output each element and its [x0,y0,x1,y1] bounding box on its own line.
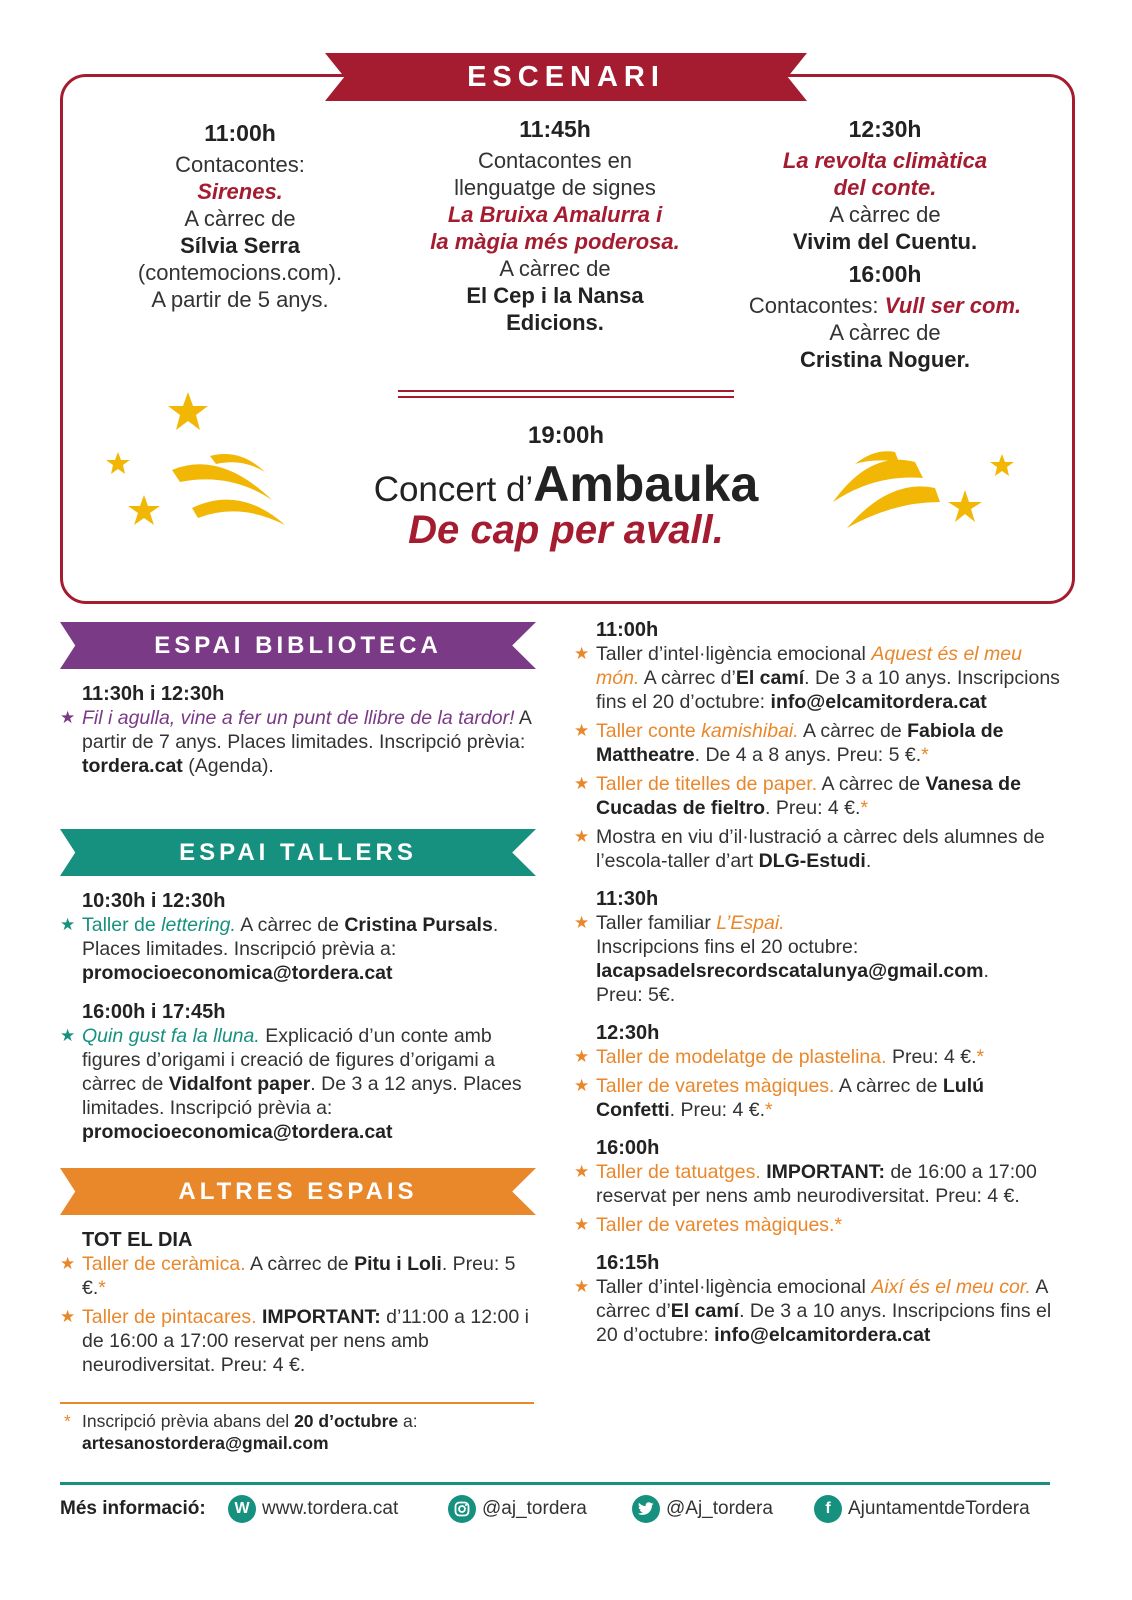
footer-twitter[interactable] [632,1493,773,1525]
right-column [574,618,1064,1347]
twitter-icon [632,1495,660,1523]
event-performer: El Cep i la Nansa [466,283,644,308]
item-desc: . Places limitades. Inscripció prèvia a: [82,914,499,960]
star-icon: ★ [574,827,590,846]
item-by: A càrrec d’ [643,667,736,689]
biblioteca-banner [60,622,536,669]
block-time: 11:30h i 12:30h [82,683,225,705]
item-name: Lulú Confetti [596,1075,985,1121]
altres-block [60,1228,534,1377]
tallers-title: ESPAI TALLERS [179,838,417,866]
star-icon: ★ [60,1307,76,1326]
tallers-banner [60,829,536,876]
block-time: 16:00h [596,1137,660,1159]
item-title-it: Així és el meu cor. [871,1276,1031,1298]
biblioteca-block [60,682,534,778]
star-icon: ★ [60,1254,76,1273]
list-item [574,825,1064,873]
item-title-it: lettering. [161,914,236,936]
event-title-2: la màgia més poderosa. [430,229,680,254]
item-dot: . [865,850,872,872]
item-by: A càrrec de [838,1075,938,1097]
event-by: A càrrec de [499,256,611,281]
footer-web[interactable] [228,1493,398,1525]
item-title: Taller de [82,914,156,936]
list-item [574,772,1064,820]
asterisk: * [834,1214,843,1236]
list-item [574,1074,1064,1122]
footer-facebook[interactable] [814,1493,1030,1525]
list-item [574,1213,1064,1237]
event-by: A càrrec de [829,202,941,227]
item-name: Fabiola de Mattheatre [596,720,1004,766]
event-performer-2: Edicions. [506,310,604,335]
block-time: 16:15h [596,1252,660,1274]
item-name: Pitu i Loli [354,1253,442,1275]
event-title: Sirenes. [197,179,283,204]
list-item [574,1160,1064,1208]
event-line-2 [720,292,1050,319]
list-item [574,1275,1064,1347]
asterisk: * [64,1411,71,1431]
asterisk: * [98,1277,106,1299]
item-desc: A partir de 7 anys. Places limitades. Inscripció prèvia: [82,707,531,753]
shooting-stars-icon [100,390,300,540]
item-title: Taller de varetes màgiques. [596,1075,835,1097]
item-desc: Explicació d’un conte amb figures d’origami i creació de figures d’origami a càrrec de [82,1025,495,1095]
asterisk: * [860,797,869,819]
block-time: TOT EL DIA [82,1229,193,1251]
item-title: Taller de ceràmica. [82,1253,246,1275]
shooting-stars-icon-right [825,440,1025,550]
event-performer-2: Cristina Noguer. [800,347,970,372]
list-item [574,911,1064,1007]
facebook-icon: f [814,1495,842,1523]
block-time: 11:00h [596,619,659,641]
escenari-title: ESCENARI [467,60,665,93]
item-name: El camí [735,667,805,689]
escenari-banner [325,53,807,101]
altres-banner [60,1168,536,1215]
facebook-link[interactable]: AjuntamentdeTordera [848,1498,1030,1519]
footnote [62,1410,536,1454]
footnote-desc: Inscripció prèvia abans del [82,1411,290,1431]
item-by: A càrrec d’ [596,1276,1048,1322]
item-desc: . De 3 a 10 anys. Inscripcions fins el 20 d’octubre: [596,667,1060,713]
item-price: . Preu: 4 €. [669,1099,766,1121]
item-title-it: Aquest és el meu món. [596,643,1022,689]
item-desc: . De 3 a 10 anys. Inscripcions fins el 20 d’octubre: [596,1300,1052,1346]
website-link[interactable]: www.tordera.cat [262,1498,399,1519]
item-price: . Preu: 5 €. [82,1253,516,1299]
item-by: A càrrec de [250,1253,349,1275]
event-title: La revolta climàtica [782,148,988,173]
item-name: Vidalfont paper [168,1073,311,1095]
list-item [60,1252,534,1300]
item-by: A càrrec de [821,773,921,795]
email-link[interactable]: lacapsadelsrecordscatalunya@gmail.com [596,960,984,982]
item-title: Taller de modelatge de plastelina. [596,1046,887,1068]
event-time: 12:30h [848,116,922,142]
event-type: Contacontes: [175,152,305,177]
item-desc: d’11:00 a 12:00 i de 16:00 a 17:00 reservat per nens amb neurodiversitat. Preu: 4 €. [82,1306,529,1376]
item-title: Taller de tatuatges. [596,1161,761,1183]
star-icon: ★ [574,1076,590,1095]
divider [398,390,734,398]
item-title: Taller familiar [596,912,711,934]
footnote-date: 20 d’octubre [294,1411,399,1431]
footer [60,1493,1060,1525]
item-desc: Inscripcions fins el 20 octubre: [596,936,859,958]
item-desc: . Preu: 4 €. [765,797,861,819]
star-icon: ★ [574,1047,590,1066]
item-title: Quin gust fa la lluna. [82,1025,260,1047]
stage-event-1100 [137,120,343,313]
item-title: Taller de pintacares. [82,1306,257,1328]
item-by: A càrrec de [240,914,339,936]
item-title-it: kamishibai. [701,720,799,742]
important-label: IMPORTANT: [766,1161,885,1183]
email-link[interactable]: info@elcamitordera.cat [714,1324,931,1346]
footnote-text [62,1410,536,1454]
altres-title: ALTRES ESPAIS [178,1177,418,1205]
email-link[interactable]: promocioeconomica@tordera.cat [82,1121,393,1143]
item-title: Taller conte [596,720,696,742]
event-performer: Vivim del Cuentu. [792,229,978,254]
email-link[interactable]: info@elcamitordera.cat [770,691,987,713]
list-item [574,719,1064,767]
item-name: Vanesa de Cucadas de fieltro [596,773,1021,819]
event-performer: Sílvia Serra [180,233,300,258]
list-item [60,1305,534,1377]
website-link[interactable]: tordera.cat [82,755,183,777]
asterisk: * [765,1099,773,1121]
instagram-link[interactable]: @aj_tordera [482,1498,587,1519]
item-name: Cristina Pursals [344,914,493,936]
event-title-2: del conte. [833,175,937,200]
email-link[interactable]: artesanostordera@gmail.com [82,1433,329,1453]
email-link[interactable]: promocioeconomica@tordera.cat [82,962,393,984]
footnote-divider [60,1402,534,1404]
important-label: IMPORTANT: [261,1306,381,1328]
concert-band: Ambauka [533,456,759,512]
instagram-icon [448,1495,476,1523]
event-time-2: 16:00h [848,261,922,287]
block-time: 16:00h i 17:45h [82,1001,226,1023]
stage-event-1145 [400,116,710,336]
block-time: 11:30h [596,888,659,910]
item-desc: Mostra en viu d’il·lustració a càrrec dels alumnes de l’escola-taller d’art [596,826,1045,872]
twitter-link[interactable]: @Aj_tordera [666,1498,773,1519]
stage-event-1230 [720,116,1050,373]
item-after: (Agenda). [188,755,274,777]
list-item [574,1045,1064,1069]
star-icon: ★ [60,1026,76,1045]
list-item [60,1024,534,1144]
footer-label: Més informació: [60,1498,206,1519]
item-title: Taller d’intel·ligència emocional [596,1276,866,1298]
item-desc: de 16:00 a 17:00 reservat per nens amb neurodiversitat. Preu: 4 €. [596,1161,1037,1207]
item-price: Preu: 4 €. [891,1046,977,1068]
star-icon: ★ [574,913,590,932]
footer-divider [60,1482,1050,1485]
event-type: Contacontes en [477,148,633,173]
footnote-after: a: [403,1411,418,1431]
item-dot: . [983,960,989,982]
item-title: Taller d’intel·ligència emocional [596,643,866,665]
asterisk: * [921,744,929,766]
concert-pre: Concert d’ [373,470,534,509]
item-desc: . De 4 a 8 anys. Preu: 5 €. [694,744,922,766]
event-time: 11:00h [204,120,276,146]
star-icon: ★ [60,708,76,727]
list-item [60,913,534,985]
event-age: A partir de 5 anys. [151,287,329,312]
item-title: Taller de varetes màgiques. [596,1214,835,1236]
tallers-block-1 [60,889,534,985]
star-icon: ★ [574,1277,590,1296]
star-icon: ★ [60,915,76,934]
tallers-block-2 [60,1000,534,1144]
event-title-3: Vull ser com. [884,293,1022,318]
item-title: Fil i agulla, vine a fer un punt de llibre de la tardor! [82,707,515,729]
item-price: Preu: 5€. [596,984,676,1006]
event-time: 11:45h [519,116,591,142]
star-icon: ★ [574,1162,590,1181]
star-icon: ★ [574,644,590,663]
footer-instagram[interactable] [448,1493,587,1525]
list-item [60,706,534,778]
event-by: A càrrec de [184,206,296,231]
list-item [574,642,1064,714]
web-icon: W [228,1495,256,1523]
star-icon: ★ [574,1215,590,1234]
item-title: Taller de titelles de paper. [596,773,818,795]
concert-time: 19:00h [527,422,605,449]
block-time: 10:30h i 12:30h [82,890,226,912]
event-type: Contacontes: [748,293,879,318]
item-desc-2: . De 3 a 12 anys. Places limitades. Inscripció prèvia a: [82,1073,522,1119]
event-by-2: A càrrec de [829,320,941,345]
asterisk: * [976,1046,985,1068]
item-name: El camí [670,1300,740,1322]
event-type-2: llenguatge de signes [454,175,656,200]
item-title-it: L’Espai. [716,912,785,934]
concert-subtitle: De cap per avall. [408,508,724,552]
item-by: A càrrec de [803,720,902,742]
biblioteca-title: ESPAI BIBLIOTECA [154,631,442,659]
block-time: 12:30h [596,1022,660,1044]
star-icon: ★ [574,774,590,793]
event-site: (contemocions.com). [137,260,343,285]
event-title: La Bruixa Amalurra i [447,202,663,227]
item-name: DLG-Estudi [758,850,866,872]
star-icon: ★ [574,721,590,740]
